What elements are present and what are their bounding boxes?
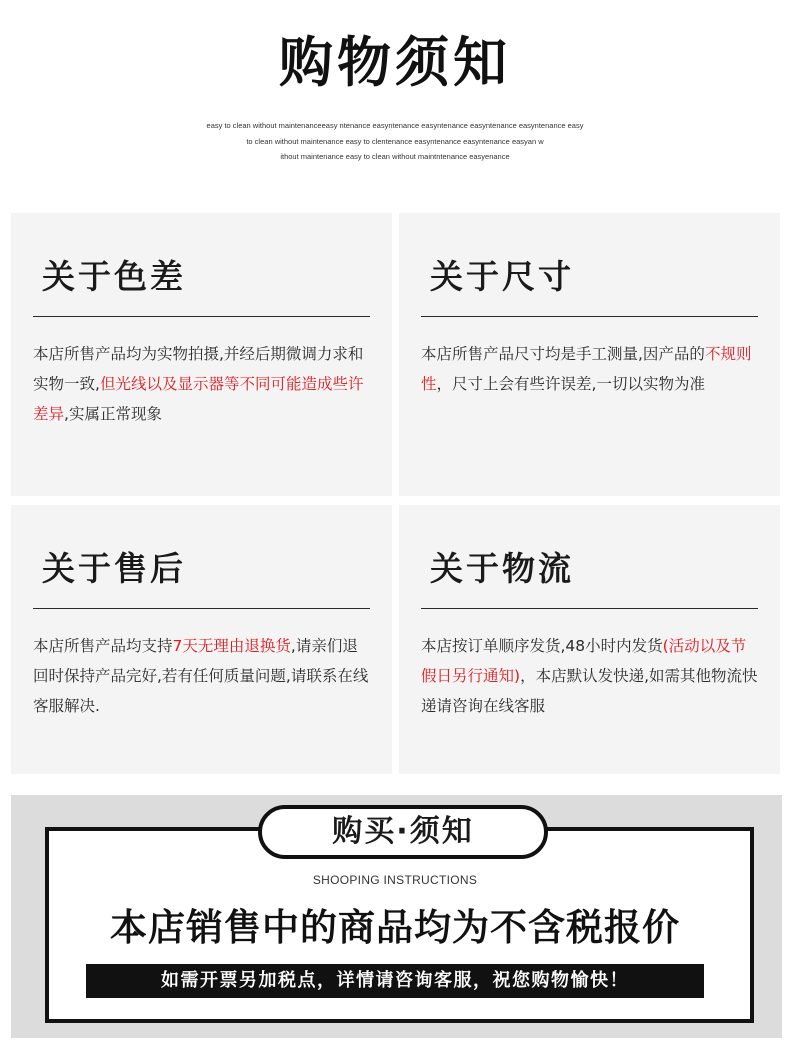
card-logistics [399,505,780,774]
card-body [33,631,372,721]
page-title: 购物须知 [279,31,511,94]
subtitle-line-2: to clean without maintenance easy to clentenance easyntenance easyntenance easyan w [246,137,544,146]
card-heading: 关于尺寸 [430,257,574,296]
divider [33,608,370,609]
notice-pill-label: 购买·须知 [258,805,548,859]
divider [421,608,758,609]
card-heading: 关于色差 [42,257,186,296]
card-text: ,请亲们退回时保持产品完好,若有任何质量问题,请联系在线客服解决. [33,637,369,715]
card-text-highlight: (活动以及节假日另行通知) [421,637,747,685]
card-after-sales [11,505,392,774]
card-text: 本店所售产品均为实物拍摄,并经后期微调力求和实物一致, [33,345,364,393]
card-text-highlight: 不规则性 [421,345,752,393]
card-color-difference [11,213,392,496]
card-body [421,339,760,399]
card-body [33,339,372,429]
card-text-highlight: 7天无理由退换货 [172,637,291,655]
notice-english-label: SHOOPING INSTRUCTIONS [312,873,478,887]
card-text-highlight: 但光线以及显示器等不同可能造成些许差异 [33,375,364,423]
subtitle-line-3: ithout maintenance easy to clean without maintntenance easyenance [280,152,510,161]
divider [421,316,758,317]
card-text: ，尺寸上会有些许误差,一切以实物为准 [436,375,705,393]
notice-main-text: 本店销售中的商品均为不含税报价 [110,906,680,949]
card-heading: 关于售后 [42,549,186,588]
card-text: 本店按订单顺序发货,48小时内发货 [421,637,663,655]
card-text: 本店所售产品均支持 [33,637,173,655]
notice-bar-text: 如需开票另加税点，详情请咨询客服，祝您购物愉快！ [86,964,704,998]
card-text: ,实属正常现象 [64,405,162,423]
card-text: ，本店默认发快递,如需其他物流快递请咨询在线客服 [421,667,758,715]
card-body [421,631,760,721]
divider [33,316,370,317]
card-heading: 关于物流 [430,549,574,588]
card-size [399,213,780,496]
card-text: 本店所售产品尺寸均是手工测量,因产品的 [421,345,705,363]
subtitle-line-1: easy to clean without maintenanceeasy ntenance easyntenance easyntenance easyntenance easyntenance easy [206,121,584,130]
